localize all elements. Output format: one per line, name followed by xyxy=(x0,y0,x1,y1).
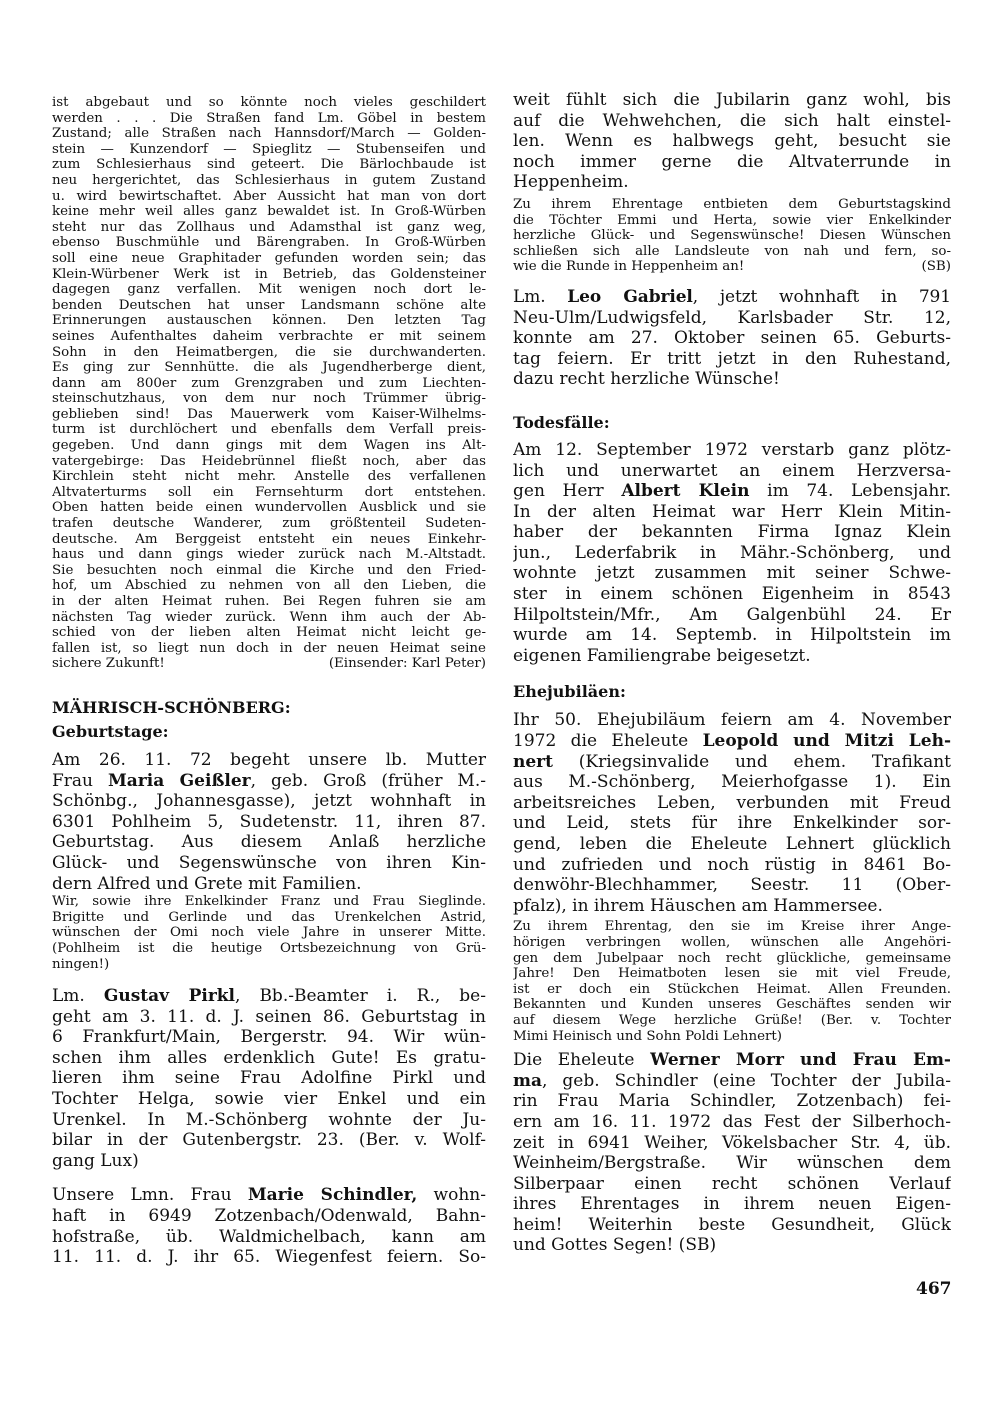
text-segment: , geb. Schindler (eine Tochter der Jubila- xyxy=(542,1070,951,1091)
text-line: trafen deutsche Wanderer, zum größtenteil Sudeten- xyxy=(52,516,486,532)
text-line: wünschen der Omi noch viele Jahre in unserer Mitte. xyxy=(52,925,486,941)
text-line: zeit in 6941 Weiher, Vökelsbacher Str. 4, üb. xyxy=(513,1132,951,1153)
paragraph-birthday-schindler xyxy=(52,1185,486,1267)
text-line: lich und unerwartet an einem Herzversa- xyxy=(513,460,951,481)
text-line: Tochter Helga, sowie vier Enkel und ein xyxy=(52,1089,486,1110)
bold-name: Albert Klein xyxy=(621,481,750,502)
text-line: Zustand; alle Straßen nach Hannsdorf/March — Golden- xyxy=(52,126,486,142)
text-line: auf die Wehwehchen, die sich halt einstel- xyxy=(513,110,951,131)
text-line: noch immer gerne die Altvaterrunde in xyxy=(513,151,951,172)
section-heading xyxy=(513,412,951,434)
text-line: geblieben sind! Das Mauerwerk vom Kaiser-Wilhelms- xyxy=(52,406,486,422)
text-line: vatergebirge: Das Heidebrünnel fließt noch, aber das xyxy=(52,453,486,469)
text-line: Silberpaar einen recht schönen Verlauf xyxy=(513,1173,951,1194)
text-line: denwöhr-Blechhammer, Seestr. 11 (Ober- xyxy=(513,875,951,896)
text-line: Bekannten und Kunden unseres Geschäftes senden wir xyxy=(513,997,951,1013)
text-line: Todesfälle: xyxy=(513,412,610,432)
text-line: haber der bekannten Firma Ignaz Klein xyxy=(513,522,951,543)
text-line: Jahre! Den Heimatboten lesen sie mit viel Freude, xyxy=(513,966,951,982)
text-line: nächsten Tag wieder zurück. Wenn ihm auch der Ab- xyxy=(52,609,486,625)
text-segment: Lm. xyxy=(513,286,568,307)
bold-name: Marie Schindler, xyxy=(247,1185,418,1206)
text-line: Heppenheim. xyxy=(513,172,629,193)
text-line: arbeitsreiches Leben, verbunden mit Freud xyxy=(513,792,951,813)
text-line: dann am 800er zum Grenzgraben und zum Liechten- xyxy=(52,375,486,391)
bold-name: Leopold und Mitzi Leh- xyxy=(702,731,951,752)
text-line: dagegen ganz verfallen. Mit wenigen noch dort le- xyxy=(52,282,486,298)
text-line xyxy=(513,752,951,773)
text-segment: , geb. Groß (früher M.- xyxy=(250,770,486,791)
text-line: weit fühlt sich die Jubilarin ganz wohl, bis xyxy=(513,90,951,110)
paragraph-birthday-schindler-wishes xyxy=(513,197,951,275)
text-line: Neu-Ulm/Ludwigsfeld, Karlsbader Str. 12, xyxy=(513,307,951,328)
text-line: soll eine neue Graphitader gefunden worden sein; das xyxy=(52,250,486,266)
text-line: ningen!) xyxy=(52,956,110,972)
text-line: 6301 Pohlheim 5, Sudetenstr. 11, ihren 87. xyxy=(52,811,486,832)
text-line: ist er doch ein Stückchen Heimat. Allen Freunden. xyxy=(513,981,951,997)
text-line: Glück- und Segenswünsche von ihren Kin- xyxy=(52,852,486,873)
text-line: ern am 16. 11. 1972 das Fest der Silberhoch- xyxy=(513,1111,951,1132)
text-line xyxy=(513,1050,951,1071)
text-segment: sichere Zukunft! xyxy=(52,656,165,672)
text-segment: wohn- xyxy=(417,1185,486,1206)
text-line: Hilpoltstein/Mfr., Am Galgenbühl 24. Er xyxy=(513,604,951,625)
text-line: gang Lux) xyxy=(52,1150,139,1171)
text-line: keine mehr weil alles ganz bewaldet ist. In Groß-Würben xyxy=(52,204,486,220)
bold-name: nert xyxy=(513,751,553,772)
text-line xyxy=(513,481,951,502)
text-segment: , jetzt wohnhaft in 791 xyxy=(692,286,951,307)
paragraph-death-klein xyxy=(513,440,951,667)
text-line: 6 Frankfurt/Main, Bergerstr. 94. Wir wün- xyxy=(52,1027,486,1048)
bold-name: ma xyxy=(513,1070,543,1091)
text-line: in der alten Heimat ruhen. Bei Regen fuhren sie am xyxy=(52,594,486,609)
text-line: Brigitte und Gerlinde und das Urenkelchen Astrid, xyxy=(52,909,486,925)
text-line: die Töchter Emmi und Herta, sowie vier Enkelkinder xyxy=(513,212,951,228)
text-line xyxy=(52,771,486,792)
text-line: wohnte jetzt zusammen mit seiner Schwe- xyxy=(513,563,951,584)
text-line: Altvaterturms soll ein Fernsehturm dort entstehen. xyxy=(52,484,486,500)
section-heading xyxy=(52,697,486,719)
text-line: Es ging zur Sennhütte. die als Jugendherberge dient, xyxy=(52,360,486,376)
text-segment: Frau xyxy=(52,770,108,791)
left-column xyxy=(52,0,486,1268)
text-line xyxy=(513,259,951,275)
attribution: (Einsender: Karl Peter) xyxy=(328,656,486,672)
text-line: seines Aufenthaltes daheim verbrachte er mit seinem xyxy=(52,328,486,344)
text-line: Zu ihrem Ehrentage entbieten dem Geburtstagskind xyxy=(513,196,951,212)
text-line: eigenen Familiengrabe beigesetzt. xyxy=(513,645,811,666)
text-line: ihres Ehrentages in ihrem neuen Eigen- xyxy=(513,1194,951,1215)
text-line: Klein-Würbener Werk ist in Betrieb, das Goldensteiner xyxy=(52,266,486,282)
text-segment: Lm. xyxy=(52,986,104,1007)
text-line: und Leid, stets für ihre Enkelkinder sor- xyxy=(513,813,951,834)
text-line: (Pohlheim ist die heutige Ortsbezeichnung von Grü- xyxy=(52,940,486,956)
text-line: Ehejubiläen: xyxy=(513,682,626,702)
text-line: schließen sich alle Landsleute von nah und fern, so- xyxy=(513,243,951,259)
text-segment: wie die Runde in Heppenheim an! xyxy=(513,259,745,275)
text-line: Geburtstage: xyxy=(52,721,169,741)
text-line: haus und dann gings wieder zurück nach M.-Altstadt. xyxy=(52,547,486,563)
text-line: deutsche. Am Berggeist entsteht ein neues Einkehr- xyxy=(52,531,486,547)
text-line: Schönbg., Johannesgasse), jetzt wohnhaft in xyxy=(52,791,486,812)
text-line: stein — Kunzendorf — Spieglitz — Stubenseifen und xyxy=(52,141,486,157)
text-line: ebenso Buschmühle und Bärengraben. In Groß-Würben xyxy=(52,235,486,251)
text-line: Mimi Heinisch und Sohn Poldi Lehnert) xyxy=(513,1028,783,1044)
text-line xyxy=(513,1071,951,1092)
paragraph-birthday-gabriel xyxy=(513,287,951,390)
text-segment: Die Eheleute xyxy=(513,1050,651,1071)
text-line: pfalz), in ihrem Häuschen am Hammersee. xyxy=(513,895,883,916)
section-heading xyxy=(52,721,486,743)
text-line: schen ihm alles erdenklich Gute! Es gratu- xyxy=(52,1047,486,1068)
text-line: ist abgebaut und so könnte noch vieles geschildert xyxy=(52,95,486,110)
text-line: Urenkel. In M.-Schönberg wohnte der Ju- xyxy=(52,1109,486,1130)
text-line: Ihr 50. Ehejubiläum feiern am 4. November xyxy=(513,710,951,731)
text-line: gegeben. Und dann gings mit dem Wagen ins Alt- xyxy=(52,438,486,454)
text-line xyxy=(513,287,951,308)
text-line: hörigen verbringen wollen, wünschen alle Angehöri- xyxy=(513,934,951,950)
text-line: Am 12. September 1972 verstarb ganz plötz- xyxy=(513,439,951,460)
text-line: rin Frau Maria Schindler, Zotzenbach) fei- xyxy=(513,1091,951,1112)
text-line: dern Alfred und Grete mit Familien. xyxy=(52,873,362,894)
text-segment: im 74. Lebensjahr. xyxy=(749,481,951,502)
right-column xyxy=(513,0,951,1256)
text-line: und Gottes Segen! (SB) xyxy=(513,1235,717,1256)
text-segment: 1972 die Eheleute xyxy=(513,731,703,752)
text-line: heim! Weiterhin beste Gesundheit, Glück xyxy=(513,1214,951,1235)
text-line: neu hergerichtet, das Schlesierhaus in gutem Zustand xyxy=(52,172,486,188)
text-line: benden Deutschen hat unser Landsmann schöne alte xyxy=(52,297,486,313)
text-segment: gen Herr xyxy=(513,481,622,502)
text-line: Sie besuchten noch einmal die Kirche und den Fried- xyxy=(52,562,486,578)
text-line: zum Schlesierhaus sind geteert. Die Bärlochbaude ist xyxy=(52,157,486,173)
text-line: herzliche Glück- und Segenswünsche! Diesen Wünschen xyxy=(513,228,951,244)
attribution: (SB) xyxy=(921,259,951,275)
text-line: hofstraße, üb. Waldmichelbach, kann am xyxy=(52,1226,486,1247)
text-line: schied von der lieben alten Heimat nicht leicht ge- xyxy=(52,625,486,641)
text-line: gen dem Jubelpaar noch recht glückliche, gemeinsame xyxy=(513,950,951,966)
text-segment: (Kriegsinvalide und ehem. Trafikant xyxy=(553,751,951,772)
bold-name: Maria Geißler xyxy=(107,770,251,791)
text-line: Oben hatten beide einen wundervollen Ausblick und sie xyxy=(52,500,486,516)
bold-name: Leo Gabriel xyxy=(567,286,693,307)
text-line: fallen ist, so liegt nun doch in der neuen Heimat seine xyxy=(52,640,486,656)
text-line: Wir, sowie ihre Enkelkinder Franz und Frau Sieglinde. xyxy=(52,894,486,910)
paragraph-birthday-geissler xyxy=(52,750,486,894)
bold-name: Werner Morr und Frau Em- xyxy=(650,1050,951,1071)
text-line: len. Wenn es halbwegs geht, besucht sie xyxy=(513,131,951,152)
text-line: Erinnerungen austauschen können. Den letzten Tag xyxy=(52,313,486,329)
paragraph-birthday-pirkl xyxy=(52,986,486,1171)
text-line: ster in einem schönen Eigenheim in 8543 xyxy=(513,584,951,605)
text-line xyxy=(52,1185,486,1206)
text-line: geht am 3. 11. d. J. seinen 86. Geburtstag in xyxy=(52,1006,486,1027)
text-line: auf diesem Wege herzliche Grüße! (Ber. v. Tochter xyxy=(513,1012,951,1028)
text-line: MÄHRISCH-SCHÖNBERG: xyxy=(52,697,291,717)
text-line: lieren ihm seine Frau Adolfine Pirkl und xyxy=(52,1068,486,1089)
text-line: turm ist durchlöchert und ebenfalls dem Verfall preis- xyxy=(52,422,486,438)
paragraph-birthday-geissler-wishes xyxy=(52,894,486,972)
paragraph-report-continued xyxy=(52,95,486,672)
text-line: tag feiern. Er tritt jetzt in den Ruhestand, xyxy=(513,348,951,369)
text-line: gend, leben die Eheleute Lehnert glücklich xyxy=(513,834,951,854)
paragraph-birthday-schindler-continued xyxy=(513,90,951,193)
text-line: steht nur das Zollhaus und Adamsthal ist ganz weg, xyxy=(52,219,486,235)
text-line: Geburtstag. Aus diesem Anlaß herzliche xyxy=(52,832,486,853)
text-line xyxy=(513,731,951,752)
text-line: haft in 6949 Zotzenbach/Odenwald, Bahn- xyxy=(52,1206,486,1227)
text-line: aus M.-Schönberg, Meierhofgasse 1). Ein xyxy=(513,772,951,793)
text-line: werden . . . Die Straßen fand Lm. Göbel in bestem xyxy=(52,110,486,126)
text-line: Kirchlein steht nicht mehr. Anstelle des verfallenen xyxy=(52,469,486,485)
text-line: bilar in der Gutenbergstr. 23. (Ber. v. Wolf- xyxy=(52,1130,486,1151)
text-line: steinschutzhaus, von dem nur noch Trümmer übrig- xyxy=(52,391,486,407)
paragraph-anniversary-lehnert xyxy=(513,710,951,916)
text-line: wurde am 14. Septemb. in Hilpoltstein im xyxy=(513,625,951,646)
section-heading xyxy=(513,681,951,703)
text-line: jun., Lederfabrik in Mähr.-Schönberg, und xyxy=(513,542,951,563)
text-line xyxy=(52,656,486,672)
text-segment: , Bb.-Beamter i. R., be- xyxy=(235,986,486,1007)
text-line: Weinheim/Bergstraße. Wir wünschen dem xyxy=(513,1153,951,1174)
text-line: 11. 11. d. J. ihr 65. Wiegenfest feiern. So- xyxy=(52,1247,486,1268)
page-number: 467 xyxy=(916,1279,952,1299)
text-line xyxy=(52,986,486,1007)
text-line: Zu ihrem Ehrentag, den sie im Kreise ihrer Ange- xyxy=(513,919,951,935)
bold-name: Gustav Pirkl xyxy=(103,986,236,1007)
text-line: u. wird bewirtschaftet. Aber Aussicht hat man von dort xyxy=(52,188,486,204)
paragraph-anniversary-lehnert-wishes xyxy=(513,919,951,1044)
paragraph-anniversary-morr xyxy=(513,1050,951,1256)
text-line: Sohn in den Heimatbergen, die sie durchwanderten. xyxy=(52,344,486,360)
text-line: konnte am 27. Oktober seinen 65. Geburts- xyxy=(513,328,951,349)
text-line: hof, um Abschied zu nehmen von all den Lieben, die xyxy=(52,578,486,594)
text-line: und zufrieden und noch rüstig in 8461 Bo- xyxy=(513,854,951,875)
text-line: dazu recht herzliche Wünsche! xyxy=(513,369,780,390)
text-segment: Unsere Lmn. Frau xyxy=(52,1185,248,1206)
text-line: In der alten Heimat war Herr Klein Mitin- xyxy=(513,501,951,522)
text-line: Am 26. 11. 72 begeht unsere lb. Mutter xyxy=(52,749,486,770)
